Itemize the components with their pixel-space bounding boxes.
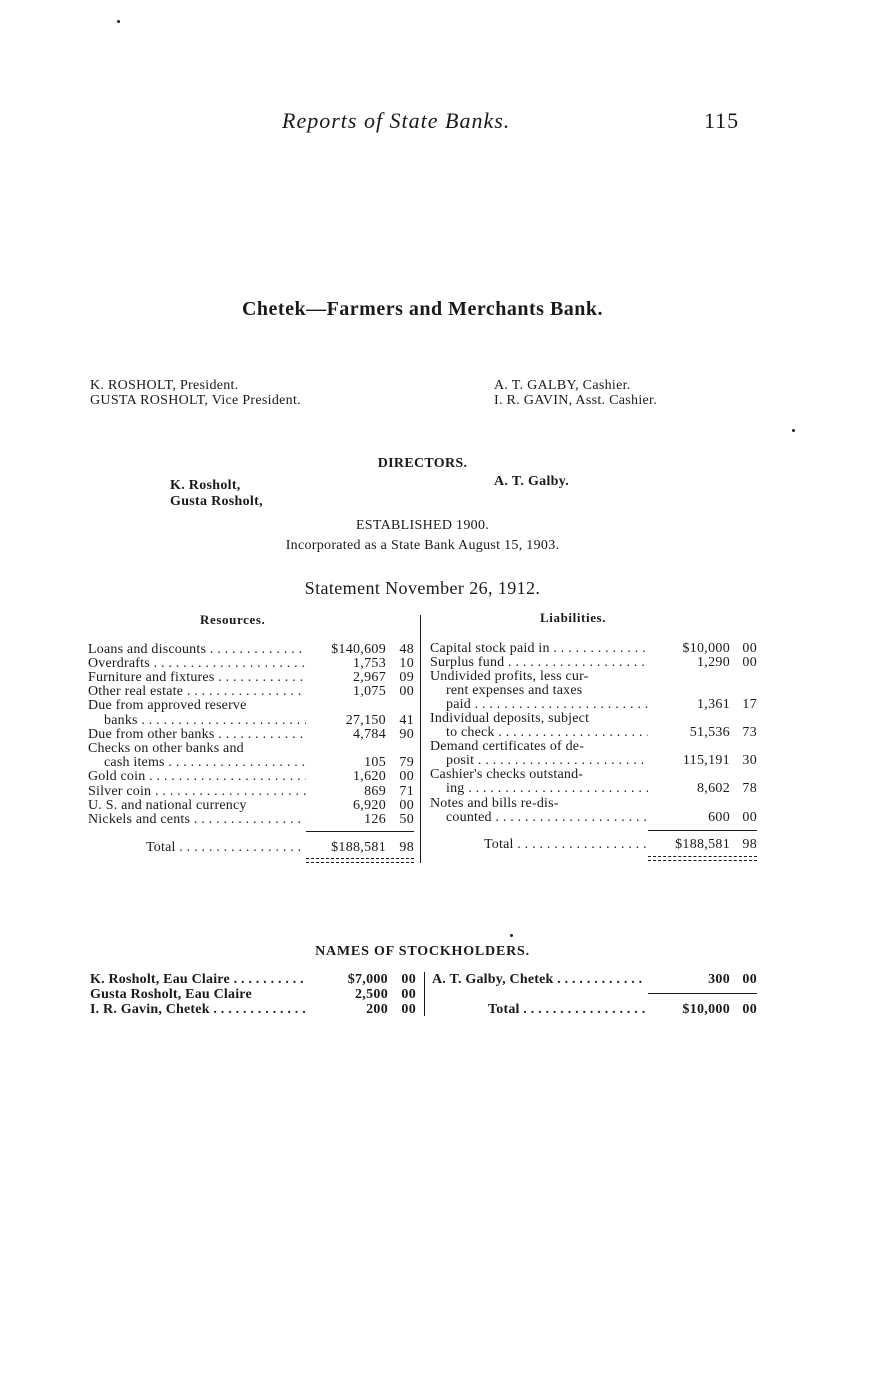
resource-amount: 27,150 bbox=[345, 713, 386, 728]
resource-line: Silver coin . . . bbox=[88, 784, 306, 800]
liability-amount: 115,191 bbox=[682, 753, 730, 768]
directors-heading: DIRECTORS. bbox=[377, 456, 468, 471]
liability-amount: 51,536 bbox=[689, 725, 730, 740]
stockholders-divider bbox=[424, 972, 425, 1016]
resource-cents: 09 bbox=[399, 670, 414, 685]
director-gusta-rosholt: Gusta Rosholt, bbox=[170, 494, 263, 509]
resource-cents: 00 bbox=[399, 798, 414, 813]
resource-line: U. S. and national currency bbox=[88, 798, 247, 813]
liability-line: rent expenses and taxes bbox=[446, 683, 583, 698]
resource-amount: 1,753 bbox=[353, 656, 386, 671]
resources-total-label: Total . . . bbox=[146, 840, 306, 856]
stockholders-heading: NAMES OF STOCKHOLDERS. bbox=[315, 944, 530, 959]
resource-line: Nickels and cents . . . bbox=[88, 812, 306, 828]
liabilities-total-rule bbox=[648, 830, 757, 831]
resource-line: Overdrafts . . . bbox=[88, 656, 306, 672]
stockholders-total-label: Total . . . bbox=[488, 1002, 648, 1018]
liability-cents: 00 bbox=[742, 655, 757, 670]
liabilities-total-amount: $188,581 bbox=[675, 837, 730, 852]
stockholder-line: A. T. Galby, Chetek . . . bbox=[432, 972, 646, 988]
resource-line: Loans and discounts . . . bbox=[88, 642, 306, 658]
liability-line: Surplus fund . . . bbox=[430, 655, 648, 671]
liabilities-double-rule bbox=[648, 856, 757, 861]
scan-speck bbox=[117, 20, 120, 23]
stockholders-total-rule bbox=[648, 993, 757, 994]
stockholder-cents: 00 bbox=[401, 972, 416, 987]
resource-cents: 79 bbox=[399, 755, 414, 770]
resource-cents: 00 bbox=[399, 769, 414, 784]
resource-amount: 2,967 bbox=[353, 670, 386, 685]
resources-total-amount: $188,581 bbox=[331, 840, 386, 855]
resources-heading: Resources. bbox=[200, 612, 266, 627]
stockholder-line: K. Rosholt, Eau Claire . . . bbox=[90, 972, 308, 988]
officer-vice-president: GUSTA ROSHOLT, Vice President. bbox=[90, 393, 301, 408]
liability-amount: 1,361 bbox=[697, 697, 730, 712]
stockholder-amount: $7,000 bbox=[347, 972, 388, 987]
stockholder-amount: 2,500 bbox=[355, 987, 388, 1002]
stockholder-cents: 00 bbox=[401, 987, 416, 1002]
liability-line: to check . . . bbox=[446, 725, 648, 741]
resource-cents: 48 bbox=[399, 642, 414, 657]
running-title: Reports of State Banks. bbox=[282, 108, 511, 133]
liability-cents: 73 bbox=[742, 725, 757, 740]
resource-amount: 126 bbox=[364, 812, 386, 827]
resource-amount: 4,784 bbox=[353, 727, 386, 742]
resources-double-rule bbox=[306, 858, 414, 863]
liabilities-heading: Liabilities. bbox=[540, 610, 607, 625]
officer-cashier: A. T. GALBY, Cashier. bbox=[494, 378, 631, 393]
resource-line: Checks on other banks and bbox=[88, 741, 244, 756]
resource-amount: 1,620 bbox=[353, 769, 386, 784]
scan-speck bbox=[510, 934, 513, 937]
resource-line: Other real estate . . . bbox=[88, 684, 306, 700]
bank-title: Chetek—Farmers and Merchants Bank. bbox=[241, 298, 604, 320]
liability-line: Cashier's checks outstand- bbox=[430, 767, 584, 782]
resource-line: Furniture and fixtures . . . bbox=[88, 670, 306, 686]
incorporated-line: Incorporated as a State Bank August 15, 1903. bbox=[285, 538, 560, 553]
officer-asst-cashier: I. R. GAVIN, Asst. Cashier. bbox=[494, 393, 658, 408]
officer-president: K. ROSHOLT, President. bbox=[90, 378, 239, 393]
resource-amount: 1,075 bbox=[353, 684, 386, 699]
liability-amount: $10,000 bbox=[682, 641, 730, 656]
liability-line: Undivided profits, less cur- bbox=[430, 669, 589, 684]
resource-line: cash items . . . bbox=[104, 755, 306, 771]
resource-amount: $140,609 bbox=[331, 642, 386, 657]
established-line: ESTABLISHED 1900. bbox=[355, 518, 490, 533]
resource-cents: 00 bbox=[399, 684, 414, 699]
liability-amount: 1,290 bbox=[697, 655, 730, 670]
resource-line: banks . . . bbox=[104, 713, 306, 729]
statement-title: Statement November 26, 1912. bbox=[304, 578, 541, 598]
stockholder-amount: 300 bbox=[708, 972, 730, 987]
liability-amount: 600 bbox=[708, 810, 730, 825]
resource-cents: 41 bbox=[399, 713, 414, 728]
stockholder-cents: 00 bbox=[401, 1002, 416, 1017]
resource-cents: 10 bbox=[399, 656, 414, 671]
resources-total-cents: 98 bbox=[399, 840, 414, 855]
stockholder-amount: 200 bbox=[366, 1002, 388, 1017]
liability-cents: 17 bbox=[742, 697, 757, 712]
liability-line: ing . . . bbox=[446, 781, 648, 797]
liability-amount: 8,602 bbox=[697, 781, 730, 796]
resource-cents: 90 bbox=[399, 727, 414, 742]
liability-line: Notes and bills re-dis- bbox=[430, 796, 559, 811]
liability-line: paid . . . bbox=[446, 697, 648, 713]
liability-line: counted . . . bbox=[446, 810, 648, 826]
liability-line: posit . . . bbox=[446, 753, 648, 769]
resources-total-rule bbox=[306, 831, 414, 832]
liability-cents: 78 bbox=[742, 781, 757, 796]
liability-line: Capital stock paid in . . . bbox=[430, 641, 648, 657]
resource-amount: 105 bbox=[364, 755, 386, 770]
page-number: 115 bbox=[704, 108, 740, 133]
director-k-rosholt: K. Rosholt, bbox=[170, 478, 241, 493]
resource-cents: 50 bbox=[399, 812, 414, 827]
stockholder-cents: 00 bbox=[742, 972, 757, 987]
resource-line: Gold coin . . . bbox=[88, 769, 306, 785]
stockholders-total-cents: 00 bbox=[742, 1002, 757, 1017]
liability-cents: 00 bbox=[742, 810, 757, 825]
resource-cents: 71 bbox=[399, 784, 414, 799]
stockholder-line: I. R. Gavin, Chetek . . . bbox=[90, 1002, 308, 1018]
liability-cents: 00 bbox=[742, 641, 757, 656]
liabilities-total-cents: 98 bbox=[742, 837, 757, 852]
resource-amount: 6,920 bbox=[353, 798, 386, 813]
liabilities-total-label: Total . . . bbox=[484, 837, 648, 853]
liability-cents: 30 bbox=[742, 753, 757, 768]
scan-speck bbox=[792, 429, 795, 432]
resource-line: Due from other banks . . . bbox=[88, 727, 306, 743]
director-a-t-galby: A. T. Galby. bbox=[494, 474, 570, 489]
liability-line: Demand certificates of de- bbox=[430, 739, 585, 754]
stockholder-line: Gusta Rosholt, Eau Claire bbox=[90, 987, 252, 1002]
liability-line: Individual deposits, subject bbox=[430, 711, 590, 726]
column-divider bbox=[420, 615, 421, 863]
stockholders-total-amount: $10,000 bbox=[682, 1002, 730, 1017]
resource-amount: 869 bbox=[364, 784, 386, 799]
resource-line: Due from approved reserve bbox=[88, 698, 247, 713]
